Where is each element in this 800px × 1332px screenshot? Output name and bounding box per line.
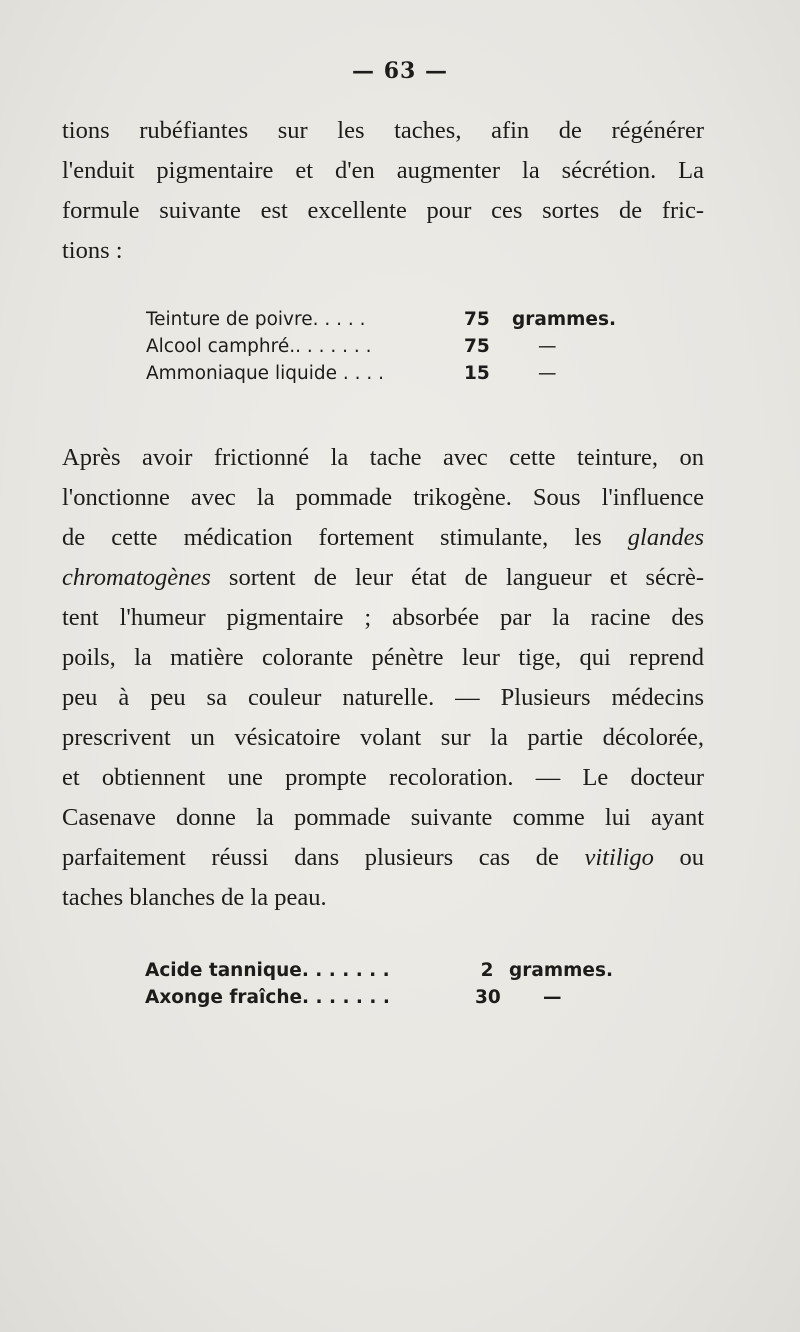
ingredient-unit: —	[538, 363, 557, 384]
italic-term: glandes	[627, 524, 704, 551]
ingredient-unit: grammes.	[512, 309, 616, 330]
text-line	[62, 518, 704, 558]
text-line: l'enduit pigmentaire et d'en augmenter la sécrétion. La	[62, 157, 704, 184]
ingredient-unit: —	[538, 336, 557, 357]
text-line: Après avoir frictionné la tache avec cette teinture, on	[62, 444, 704, 471]
page-number: — 63 —	[352, 58, 448, 84]
text-line: tent l'humeur pigmentaire ; absorbée par la racine des	[62, 604, 704, 631]
text-line: peu à peu sa couleur naturelle. — Plusieurs médecins	[62, 684, 704, 711]
ingredient-quantity: 2	[480, 960, 494, 981]
text-segment: ou	[679, 844, 705, 871]
ingredient-unit: —	[543, 987, 562, 1008]
text-line	[62, 838, 704, 878]
ingredient-name: Acide tannique. . . . . . .	[145, 960, 390, 981]
italic-term: chromatogènes	[62, 564, 211, 591]
text-line: formule suivante est excellente pour ces sortes de fric-	[62, 197, 704, 224]
ingredient-name: Teinture de poivre. . . . .	[146, 309, 366, 330]
text-segment: de cette médication fortement stimulante, les	[62, 524, 602, 551]
paragraph-1	[62, 111, 704, 271]
text-segment: sortent de leur état de langueur et sécrè-	[228, 564, 704, 591]
text-line: Casenave donne la pommade suivante comme lui ayant	[62, 804, 704, 831]
ingredient-quantity: 75	[464, 309, 490, 330]
text-segment: parfaitement réussi dans plusieurs cas de	[62, 844, 559, 871]
ingredient-unit: grammes.	[509, 960, 613, 981]
ingredient-name: Alcool camphré.. . . . . . .	[146, 336, 372, 357]
text-line: et obtiennent une prompte recoloration. — Le docteur	[62, 764, 704, 791]
italic-term: vitiligo	[584, 844, 654, 871]
text-line: tions :	[62, 237, 123, 264]
text-line	[62, 558, 704, 598]
text-line: poils, la matière colorante pénètre leur tige, qui reprend	[62, 644, 704, 671]
ingredient-quantity: 75	[464, 336, 490, 357]
ingredient-quantity: 15	[464, 363, 490, 384]
text-line: tions rubéfiantes sur les taches, afin de régénérer	[62, 117, 704, 144]
paragraph-2	[62, 438, 704, 918]
ingredient-name: Axonge fraîche. . . . . . .	[145, 987, 390, 1008]
ingredient-quantity: 30	[475, 987, 501, 1008]
text-line: prescrivent un vésicatoire volant sur la partie décolorée,	[62, 724, 704, 751]
ingredient-name: Ammoniaque liquide . . . .	[146, 363, 385, 384]
text-line: l'onctionne avec la pommade trikogène. Sous l'influence	[62, 484, 704, 511]
text-line: taches blanches de la peau.	[62, 884, 327, 911]
